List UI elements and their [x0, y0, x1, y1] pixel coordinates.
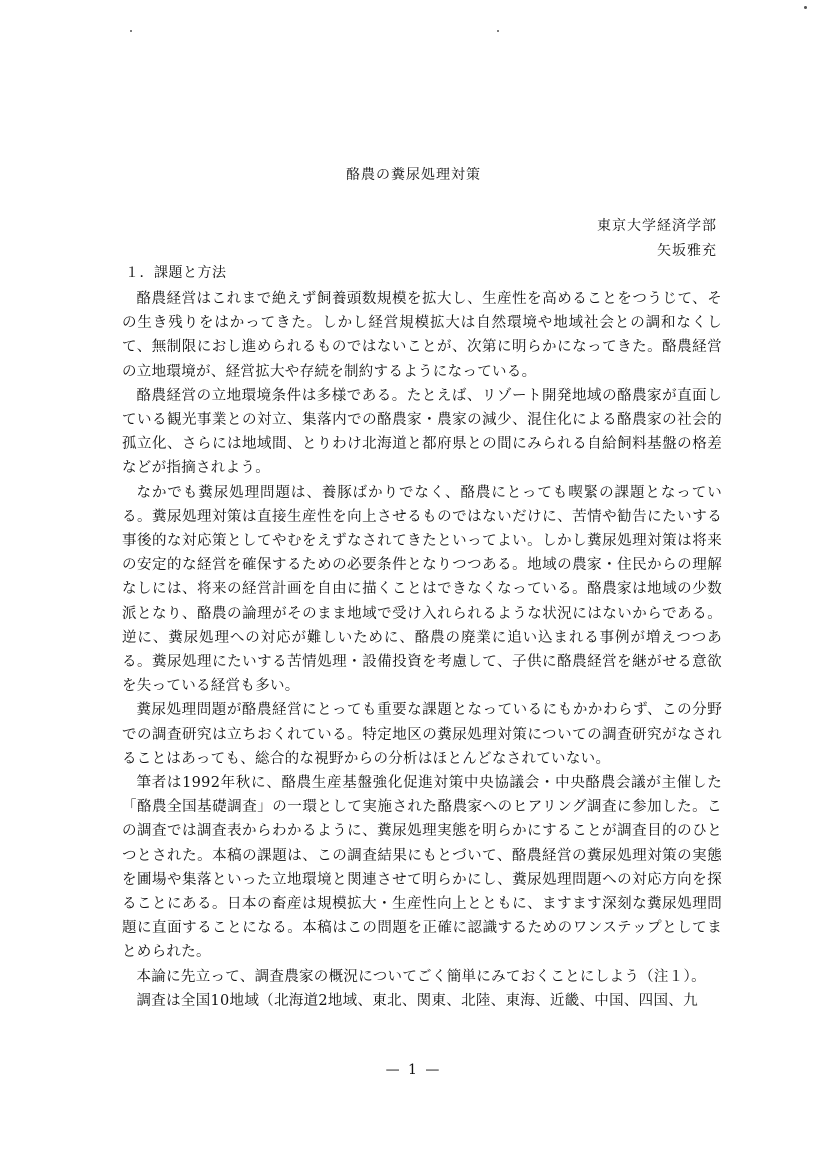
- scan-speck: [497, 30, 499, 32]
- page-number: — 1 —: [385, 1062, 442, 1078]
- scan-speck: [130, 30, 132, 32]
- paragraph: 酪農経営の立地環境条件は多様である。たとえば、リゾート開発地域の酪農家が直面している観光事業との対立、集落内での酪農家・農家の減少、混住化による酪農家の社会的孤立化、さらには地域間、とりわけ北海道と都府県との間にみられる自給飼料基盤の格差などが指摘されよう。: [122, 387, 722, 477]
- paragraph: 筆者は1992年秋に、酪農生産基盤強化促進対策中央協議会・中央酪農会議が主催した「酪農全国基礎調査」の一環として実施された酪農家へのヒアリング調査に参加した。この調査では調査表からわかるように、糞尿処理実態を明らかにすることが調査目的のひとつとされた。本稿の課題は、この調査結果にもとづいて、酪農経営の糞尿処理対策の実態を圃場や集落といった立地環境と関連させて明らかにし、糞尿処理問題への対応方向を探ることにある。日本の畜産は規模拡大・生産性向上とともに、ますます深刻な糞尿処理問題に直面することになる。本稿はこの問題を正確に認識するためのワンステップとしてまとめられた。: [122, 775, 722, 961]
- author-name: 矢坂雅充: [657, 243, 717, 259]
- paragraph: 酪農経営はこれまで絶えず飼養頭数規模を拡大し、生産性を高めることをつうじて、その生き残りをはかってきた。しかし経営規模拡大は自然環境や地域社会との調和なくして、無制限におし進められるものではないことが、次第に明らかになってきた。酪農経営の立地環境が、経営拡大や存続を制約するようになっている。: [122, 291, 722, 380]
- author-affiliation: 東京大学経済学部: [597, 218, 717, 234]
- body-text: [122, 287, 722, 1013]
- paragraph: 本論に先立って、調査農家の概況についてごく簡単にみておくことにしよう（注１）。: [136, 968, 706, 985]
- scan-speck: [804, 6, 807, 9]
- paragraph: 調査は全国10地域（北海道2地域、東北、関東、北陸、東海、近畿、中国、四国、九: [136, 992, 698, 1009]
- section-heading: １．課題と方法: [125, 265, 227, 281]
- document-title: 酪農の糞尿処理対策: [346, 167, 481, 183]
- paragraph: なかでも糞尿処理問題は、養豚ばかりでなく、酪農にとっても喫緊の課題となっている。糞尿処理対策は直接生産性を向上させるものではないだけに、苦情や勧告にたいする事後的な対応策としてやむをえずなされてきたといってよい。しかし糞尿処理対策は将来の安定的な経営を確保するための必要条件となりつつある。地域の農家・住民からの理解なしには、将来の経営計画を自由に描くことはできなくなっている。酪農家は地域の少数派となり、酪農の論理がそのまま地域で受け入れられるような状況にはないからである。逆に、糞尿処理への対応が難しいために、酪農の廃業に追い込まれる事例が増えつつある。糞尿処理にたいする苦情処理・設備投資を考慮して、子供に酪農経営を継がせる意欲を失っている経営も多い。: [122, 484, 722, 695]
- paragraph: 糞尿処理問題が酪農経営にとっても重要な課題となっているにもかかわらず、この分野での調査研究は立ちおくれている。特定地区の糞尿処理対策についての調査研究がなされることはあっても、総合的な視野からの分析はほとんどなされていない。: [122, 702, 722, 767]
